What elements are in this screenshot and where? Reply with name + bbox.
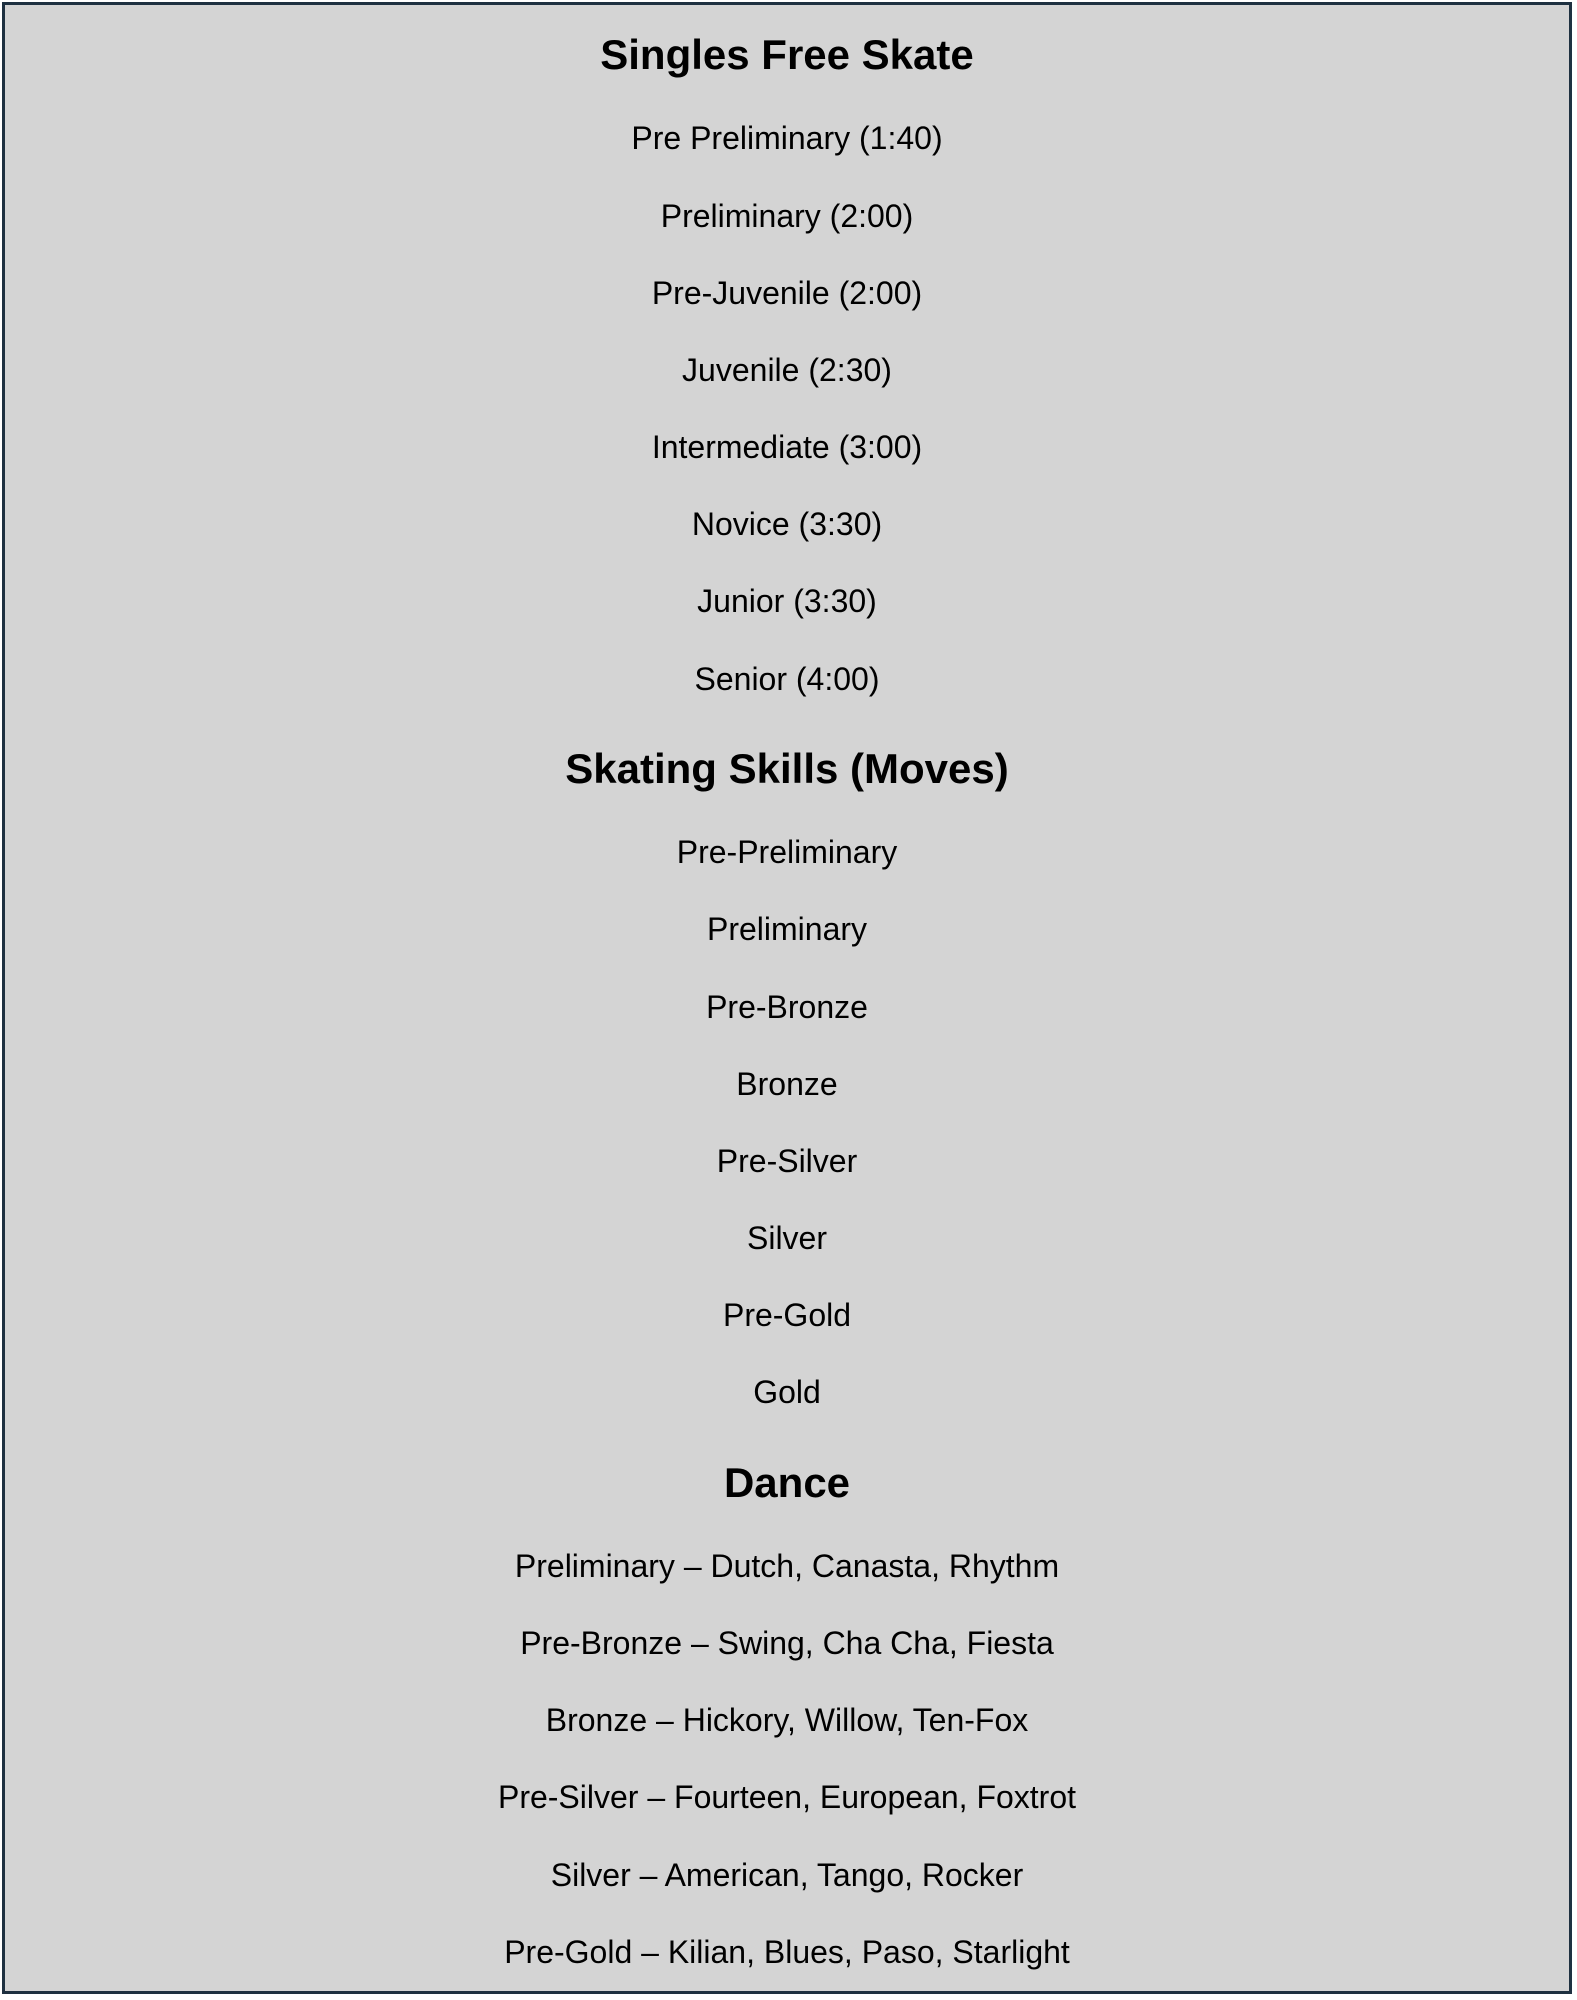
- list-item: Bronze: [736, 1066, 838, 1102]
- list-item: Bronze – Hickory, Willow, Ten-Fox: [545, 1702, 1029, 1738]
- list-item: Pre-Bronze: [706, 989, 868, 1025]
- list-item: Pre-Silver: [716, 1143, 858, 1179]
- list-item: Senior (4:00): [694, 661, 880, 697]
- levels-panel: [2, 2, 1572, 1994]
- list-item: Pre Preliminary (1:40): [631, 120, 943, 156]
- list-item: Juvenile (2:30): [682, 352, 892, 388]
- list-item: Preliminary: [706, 911, 868, 947]
- list-item: Pre-Gold: [722, 1297, 852, 1333]
- list-item: Pre-Bronze – Swing, Cha Cha, Fiesta: [520, 1625, 1054, 1661]
- list-item: Preliminary (2:00): [660, 198, 914, 234]
- list-item: Silver: [746, 1220, 827, 1256]
- list-item: Preliminary – Dutch, Canasta, Rhythm: [514, 1548, 1060, 1584]
- list-item: Pre-Silver – Fourteen, European, Foxtrot: [497, 1779, 1077, 1815]
- list-item: Intermediate (3:00): [651, 429, 923, 465]
- list-item: Pre-Gold – Kilian, Blues, Paso, Starlight: [504, 1934, 1070, 1970]
- list-item: Gold: [753, 1374, 821, 1410]
- skating-skills-heading: Skating Skills (Moves): [565, 745, 1009, 792]
- singles-free-skate-heading: Singles Free Skate: [600, 31, 974, 78]
- list-item: Novice (3:30): [691, 506, 883, 542]
- list-item: Silver – American, Tango, Rocker: [550, 1857, 1024, 1893]
- list-item: Pre-Juvenile (2:00): [651, 275, 923, 311]
- list-item: Junior (3:30): [697, 583, 877, 619]
- dance-heading: Dance: [723, 1459, 851, 1506]
- list-item: Pre-Preliminary: [676, 834, 898, 870]
